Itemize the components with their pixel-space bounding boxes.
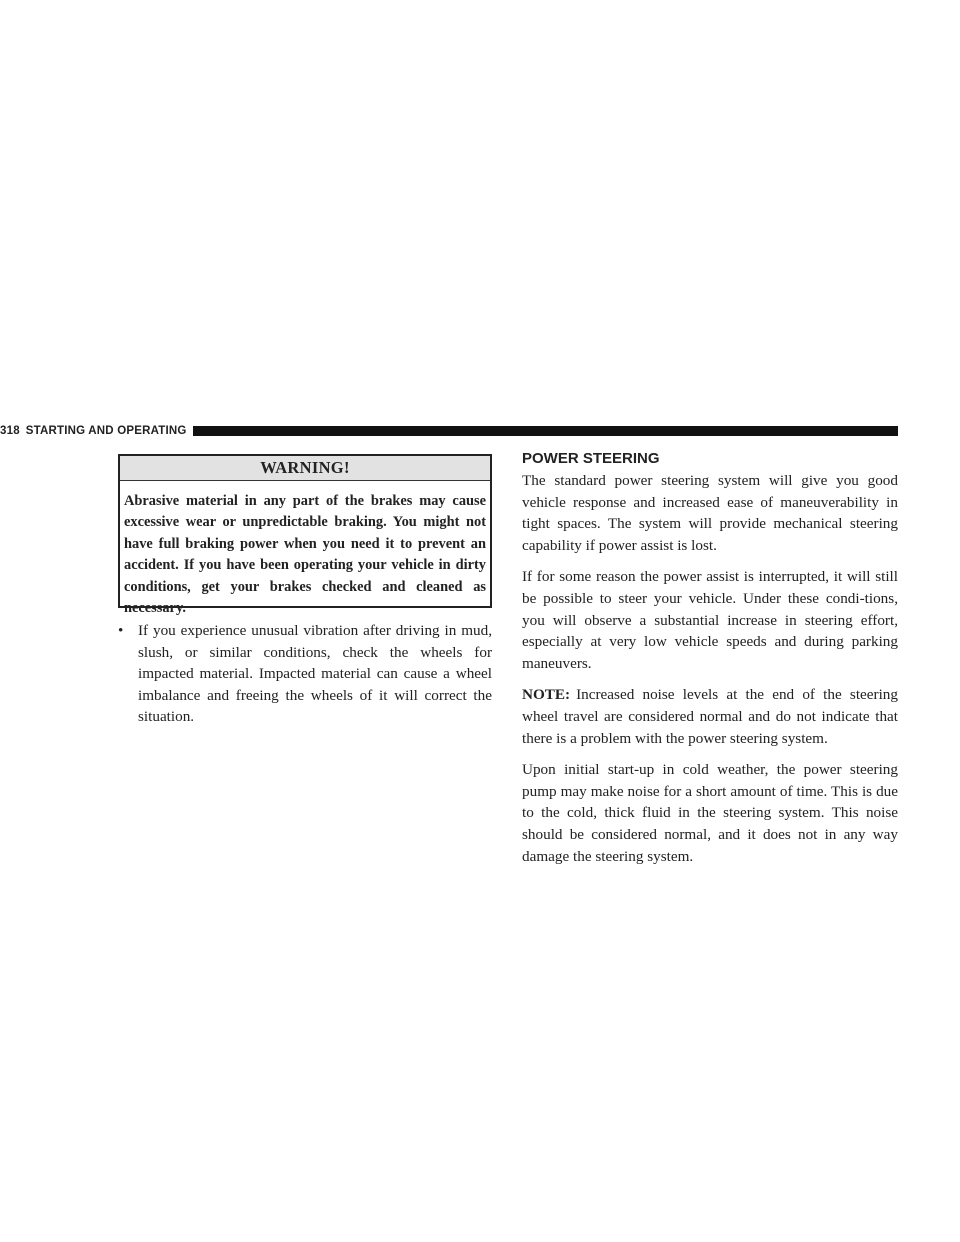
list-item-text: If you experience unusual vibration after driving in mud, slush, or similar conditions, check the wheels for impacted material. Impacted material can cause a wheel imbalance and freeing the wheels of it will correct the situation. <box>138 622 492 725</box>
page-number: 318 <box>0 425 20 437</box>
warning-box <box>118 454 492 617</box>
header-rule <box>193 426 898 436</box>
warning-text: Abrasive material in any part of the brakes may cause excessive wear or unpredictable braking. You might not have full braking power when you need it to prevent an accident. If you have been operating your vehicle in dirty conditions, get your brakes checked and cleaned as necessary. <box>124 493 486 617</box>
section-title: STARTING AND OPERATING <box>25 425 187 437</box>
page-header <box>0 424 898 438</box>
note-paragraph <box>522 684 898 749</box>
paragraph: If for some reason the power assist is interrupted, it will still be possible to steer your vehicle. Under these condi-tions, you will observe a substantial increase in steering effort, especially at very low vehicle speeds and during parking maneuvers. <box>522 568 898 672</box>
section-heading: POWER STEERING <box>522 450 660 467</box>
bullet-icon: • <box>118 622 124 639</box>
paragraph: The standard power steering system will give you good vehicle response and increased ease of maneuverability in tight spaces. The system will provide mechanical steering capability if power assist is lost. <box>522 472 898 554</box>
note-text: Increased noise levels at the end of the steering wheel travel are considered normal and do not indicate that there is a problem with the power steering system. <box>522 686 898 747</box>
bullet-list <box>118 620 492 728</box>
list-item <box>118 620 492 728</box>
warning-title: WARNING! <box>120 456 490 481</box>
power-steering-section <box>522 449 898 877</box>
paragraph: Upon initial start-up in cold weather, the power steering pump may make noise for a short amount of time. This is due to the cold, thick fluid in the steering system. This noise should be considered normal, and it does not in any way damage the steering system. <box>522 761 898 865</box>
note-label: NOTE: <box>522 686 571 704</box>
